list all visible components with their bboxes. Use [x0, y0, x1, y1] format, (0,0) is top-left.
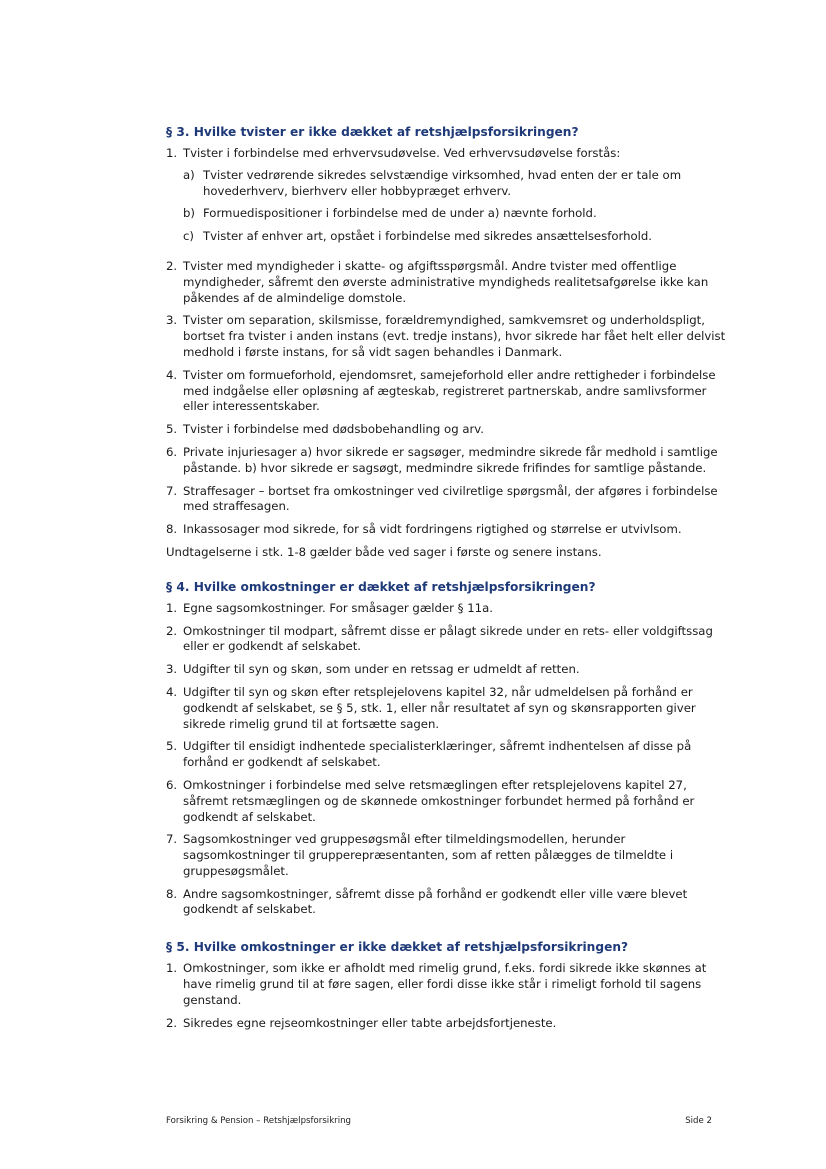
section-3-list	[166, 146, 726, 538]
item-number: 6.	[166, 777, 178, 792]
item-text: Tvister i forbindelse med erhvervsudøvelse. Ved erhvervsudøvelse forstås:	[183, 146, 621, 160]
sub-list	[183, 168, 726, 245]
section-5-list	[166, 961, 726, 1031]
item-text: Omkostninger, som ikke er afholdt med rimelig grund, f.eks. fordi sikrede ikke skønnes at have rimelig grund til at føre sagen, eller fordi disse ikke står i rimeligt forhold til sagens genstand.	[183, 961, 707, 1007]
item-number: 4.	[166, 684, 178, 699]
list-item	[166, 1016, 726, 1032]
page-footer	[166, 1116, 712, 1126]
item-text: Inkassosager mod sikrede, for så vidt fordringens rigtighed og størrelse er utvivlsom.	[183, 522, 682, 537]
item-number: 7.	[166, 483, 178, 498]
item-number: 2.	[166, 258, 178, 273]
list-item	[166, 313, 726, 360]
sub-item	[183, 168, 726, 200]
item-text: Egne sagsomkostninger. For småsager gælder § 11a.	[183, 600, 493, 615]
item-number: 3.	[166, 313, 178, 328]
page-content	[166, 124, 726, 1038]
sub-item-text: Tvister af enhver art, opstået i forbindelse med sikredes ansættelsesforhold.	[203, 229, 653, 244]
list-item	[166, 522, 726, 538]
sub-item-text: Formuedispositioner i forbindelse med de under a) nævnte forhold.	[203, 206, 597, 221]
item-text: Andre sagsomkostninger, såfremt disse på forhånd er godkendt eller ville være blevet godkendt af selskabet.	[183, 886, 688, 917]
list-item	[166, 961, 726, 1008]
item-number: 6.	[166, 444, 178, 459]
item-text: Omkostninger i forbindelse med selve retsmæglingen efter retsplejelovens kapitel 27, såfremt retsmæglingen og de skønnede omkostninger forbundet hermed på forhånd er godkendt af selskabet.	[183, 777, 695, 824]
list-item	[166, 422, 726, 438]
sub-item	[183, 206, 726, 222]
list-item	[166, 445, 726, 477]
list-item	[166, 832, 726, 879]
section-4-heading: § 4. Hvilke omkostninger er dækket af retshjælpsforsikringen?	[166, 579, 596, 594]
sub-item	[183, 229, 726, 245]
section-3-note: Undtagelserne i stk. 1-8 gælder både ved sager i første og senere instans.	[166, 544, 602, 559]
item-text: Straffesager – bortset fra omkostninger ved civilretlige spørgsmål, der afgøres i forbindelse med straffesagen.	[183, 483, 718, 514]
list-item	[166, 662, 726, 678]
sub-item-text: Tvister vedrørende sikredes selvstændige virksomhed, hvad enten der er tale om hovederhverv, bierhverv eller hobbypræget erhverv.	[203, 167, 682, 198]
item-number: 8.	[166, 522, 178, 537]
item-text: Private injuriesager a) hvor sikrede er sagsøger, medmindre sikrede får medhold i samtlige påstande. b) hvor sikrede er sagsøgt, medmindre sikrede frifindes for samtlige påstande.	[183, 444, 718, 475]
item-number: 5.	[166, 739, 178, 754]
section-4-list	[166, 601, 726, 919]
item-text: Udgifter til ensidigt indhentede specialisterklæringer, såfremt indhentelsen af disse på forhånd er godkendt af selskabet.	[183, 739, 692, 770]
list-item	[166, 601, 726, 617]
item-text: Udgifter til syn og skøn efter retsplejelovens kapitel 32, når udmeldelsen på forhånd er godkendt af selskabet, se § 5, stk. 1, eller når resultatet af syn og skønsrapporten giver sikrede rimelig grund til at fortsætte sagen.	[183, 684, 696, 731]
item-number: 8.	[166, 886, 178, 901]
item-text: Tvister med myndigheder i skatte- og afgiftsspørgsmål. Andre tvister med offentlige myndigheder, såfremt den øverste administrative myndigheds realitetsafgørelse ikke kan påkendes af de almindelige domstole.	[183, 258, 709, 305]
list-item	[166, 259, 726, 306]
list-item	[166, 484, 726, 516]
list-item	[166, 146, 726, 245]
item-number: 7.	[166, 832, 178, 847]
item-number: 5.	[166, 422, 178, 437]
item-text: Tvister i forbindelse med dødsbobehandling og arv.	[183, 422, 485, 437]
page-number: Side 2	[685, 1116, 712, 1126]
item-text: Tvister om formueforhold, ejendomsret, samejeforhold eller andre rettigheder i forbindelse med indgåelse eller opløsning af ægteskab, registreret partnerskab, andre samlivsformer eller interessentskaber.	[183, 367, 716, 414]
item-text: Udgifter til syn og skøn, som under en retssag er udmeldt af retten.	[183, 662, 580, 677]
item-number: 2.	[166, 623, 178, 638]
list-item	[166, 624, 726, 656]
sub-item-letter: b)	[183, 206, 195, 221]
item-text: Sagsomkostninger ved gruppesøgsmål efter tilmeldingsmodellen, herunder sagsomkostninger til grupperepræsentanten, som af retten pålægges de tilmeldte i gruppesøgsmålet.	[183, 832, 674, 878]
item-number: 1.	[166, 146, 178, 160]
footer-title: Forsikring & Pension – Retshjælpsforsikring	[166, 1116, 351, 1126]
item-number: 1.	[166, 600, 178, 615]
list-item	[166, 685, 726, 732]
item-number: 4.	[166, 367, 178, 382]
item-text: Tvister om separation, skilsmisse, forældremyndighed, samkvemsret og underholdspligt, bortset fra tvister i anden instans (evt. tredje instans), hvor sikrede har fået helt eller delvist medhold i første instans, for så vidt sagen behandles i Danmark.	[183, 313, 726, 359]
list-item	[166, 739, 726, 771]
section-3-heading: § 3. Hvilke tvister er ikke dækket af retshjælpsforsikringen?	[166, 125, 579, 139]
sub-item-letter: a)	[183, 167, 195, 182]
item-number: 3.	[166, 662, 178, 677]
item-number: 1.	[166, 961, 178, 976]
section-5-heading: § 5. Hvilke omkostninger er ikke dækket af retshjælpsforsikringen?	[166, 940, 629, 955]
item-text: Sikredes egne rejseomkostninger eller tabte arbejdsfortjeneste.	[183, 1015, 557, 1030]
item-text: Omkostninger til modpart, såfremt disse er pålagt sikrede under en rets- eller voldgiftssag eller er godkendt af selskabet.	[183, 623, 713, 654]
list-item	[166, 778, 726, 825]
item-number: 2.	[166, 1015, 178, 1030]
sub-item-letter: c)	[183, 229, 194, 244]
list-item	[166, 887, 726, 919]
list-item	[166, 368, 726, 415]
